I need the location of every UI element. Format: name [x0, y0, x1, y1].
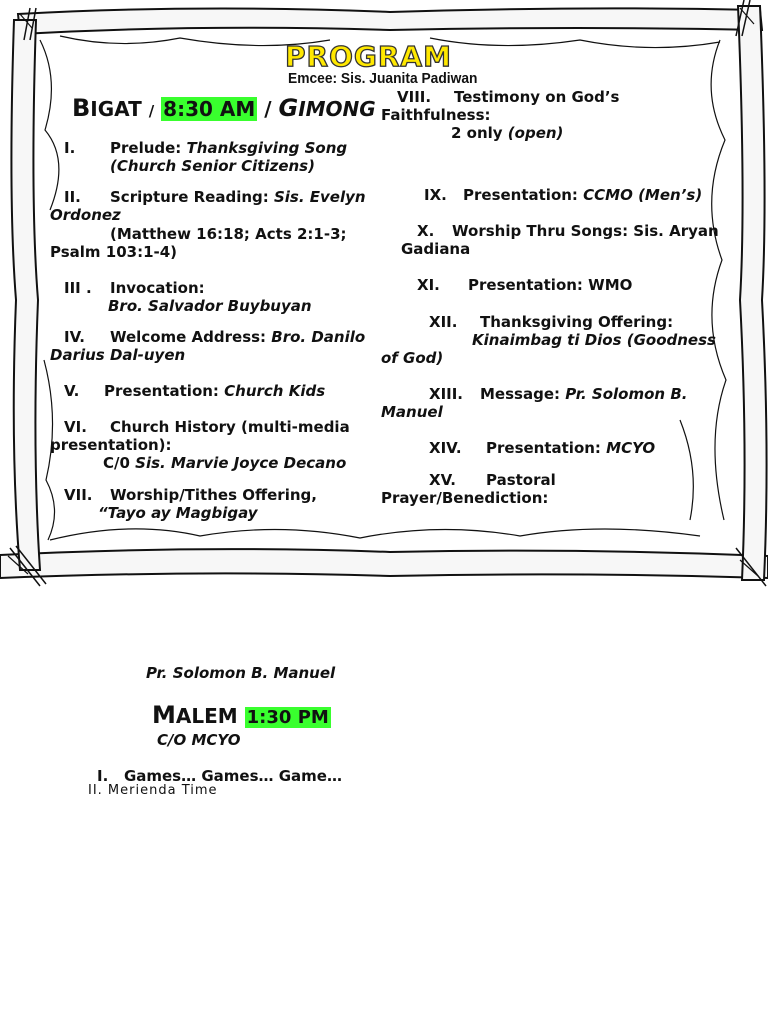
item-vi-sub-plain: C/0 — [103, 454, 136, 472]
item-v-italic: Church Kids — [224, 382, 326, 400]
item-v-number: V. — [64, 382, 80, 400]
item-ii-label: Scripture Reading: — [110, 188, 274, 206]
item-viii-number: VIII. — [397, 88, 432, 106]
item-xii-number: XII. — [429, 313, 458, 331]
item-i-italic: Thanksgiving Song — [186, 139, 348, 157]
item-i-number: I. — [64, 139, 76, 157]
item-vi-cont: presentation): — [50, 436, 172, 454]
item-iv-number: IV. — [64, 328, 85, 346]
item-ix-italic: CCMO (Men’s) — [583, 186, 703, 204]
item-i-sub: (Church Senior Citizens) — [110, 157, 315, 175]
item-viii-label: Testimony on God’s — [454, 88, 620, 106]
item-xiii-italic: Pr. Solomon B. — [565, 385, 688, 403]
item-xii-italic: Kinaimbag ti Dios (Goodness — [472, 331, 716, 349]
item-xv-label: Pastoral — [486, 471, 556, 489]
morning-word: IGAT — [90, 97, 142, 121]
item-ix-label: Presentation: — [463, 186, 584, 204]
item-xiv — [486, 439, 655, 457]
item-xi-label: Presentation: WMO — [468, 276, 633, 294]
morning-initial-2: G — [278, 94, 299, 122]
item-iii-sub: Bro. Salvador Buybuyan — [108, 297, 312, 315]
morning-word-2: IMONG — [298, 97, 376, 121]
item-x-label: Worship Thru Songs: Sis. Aryan — [452, 222, 719, 240]
item-i — [110, 139, 347, 157]
item-xiii — [480, 385, 687, 403]
emcee-line: Emcee: Sis. Juanita Padiwan — [288, 70, 478, 87]
program-title: PROGRAM — [285, 40, 452, 73]
morning-heading — [72, 96, 376, 123]
item-xv-number: XV. — [429, 471, 456, 489]
item-ii-ref1: (Matthew 16:18; Acts 2:1-3; — [110, 225, 347, 243]
item-viii-cont: Faithfulness: — [381, 106, 491, 124]
item-iv — [110, 328, 365, 346]
afternoon-time: 1:30 PM — [246, 707, 329, 728]
item-v — [104, 382, 325, 400]
item-xii-cont: of God) — [381, 349, 444, 367]
afternoon-item-2: II. Merienda Time — [88, 783, 218, 798]
item-vii-label: Worship/Tithes Offering, — [110, 486, 317, 504]
item-ix-number: IX. — [424, 186, 447, 204]
item-viii-sub — [451, 124, 563, 142]
item-xiii-number: XIII. — [429, 385, 464, 403]
afternoon-word: ALEM — [175, 704, 238, 728]
item-iii-number: III . — [64, 279, 92, 297]
item-iv-label: Welcome Address: — [110, 328, 272, 346]
item-viii-sub-plain: 2 only — [451, 124, 508, 142]
item-xiv-italic: MCYO — [606, 439, 656, 457]
morning-initial: B — [72, 94, 91, 122]
item-xi-number: XI. — [417, 276, 440, 294]
item-vi-label: Church History (multi-media — [110, 418, 350, 436]
item-iv-cont: Darius Dal-uyen — [50, 346, 186, 364]
item-vii-number: VII. — [64, 486, 93, 504]
item-i-label: Prelude: — [110, 139, 187, 157]
item-x-number: X. — [417, 222, 435, 240]
item-v-label: Presentation: — [104, 382, 225, 400]
afternoon-item-1: I. Games… Games… Game… — [97, 767, 342, 785]
item-x-cont: Gadiana — [401, 240, 471, 258]
pastor-name: Pr. Solomon B. Manuel — [146, 664, 336, 682]
item-viii-sub-italic: (open) — [507, 124, 564, 142]
item-vi-sub-italic: Sis. Marvie Joyce Decano — [135, 454, 347, 472]
item-iii-label: Invocation: — [110, 279, 205, 297]
item-ii — [110, 188, 366, 206]
morning-separator-2: / — [264, 97, 272, 121]
item-xiii-label: Message: — [480, 385, 566, 403]
morning-separator: / — [148, 102, 155, 120]
afternoon-initial: M — [152, 701, 176, 729]
item-ii-ref2: Psalm 103:1-4) — [50, 243, 178, 261]
item-xiii-cont: Manuel — [381, 403, 443, 421]
afternoon-co: C/O MCYO — [157, 731, 241, 749]
item-vi-sub — [103, 454, 346, 472]
item-iv-italic: Bro. Danilo — [271, 328, 366, 346]
item-xv-cont: Prayer/Benediction: — [381, 489, 549, 507]
item-ix — [463, 186, 702, 204]
item-xiv-number: XIV. — [429, 439, 462, 457]
item-xii-label: Thanksgiving Offering: — [480, 313, 674, 331]
item-ii-italic: Sis. Evelyn — [273, 188, 366, 206]
afternoon-heading — [152, 703, 331, 730]
item-vii-sub: “Tayo ay Magbigay — [98, 504, 258, 522]
item-ii-cont: Ordonez — [50, 206, 121, 224]
item-ii-number: II. — [64, 188, 81, 206]
morning-time: 8:30 AM — [163, 97, 256, 121]
item-xiv-label: Presentation: — [486, 439, 607, 457]
item-vi-number: VI. — [64, 418, 87, 436]
